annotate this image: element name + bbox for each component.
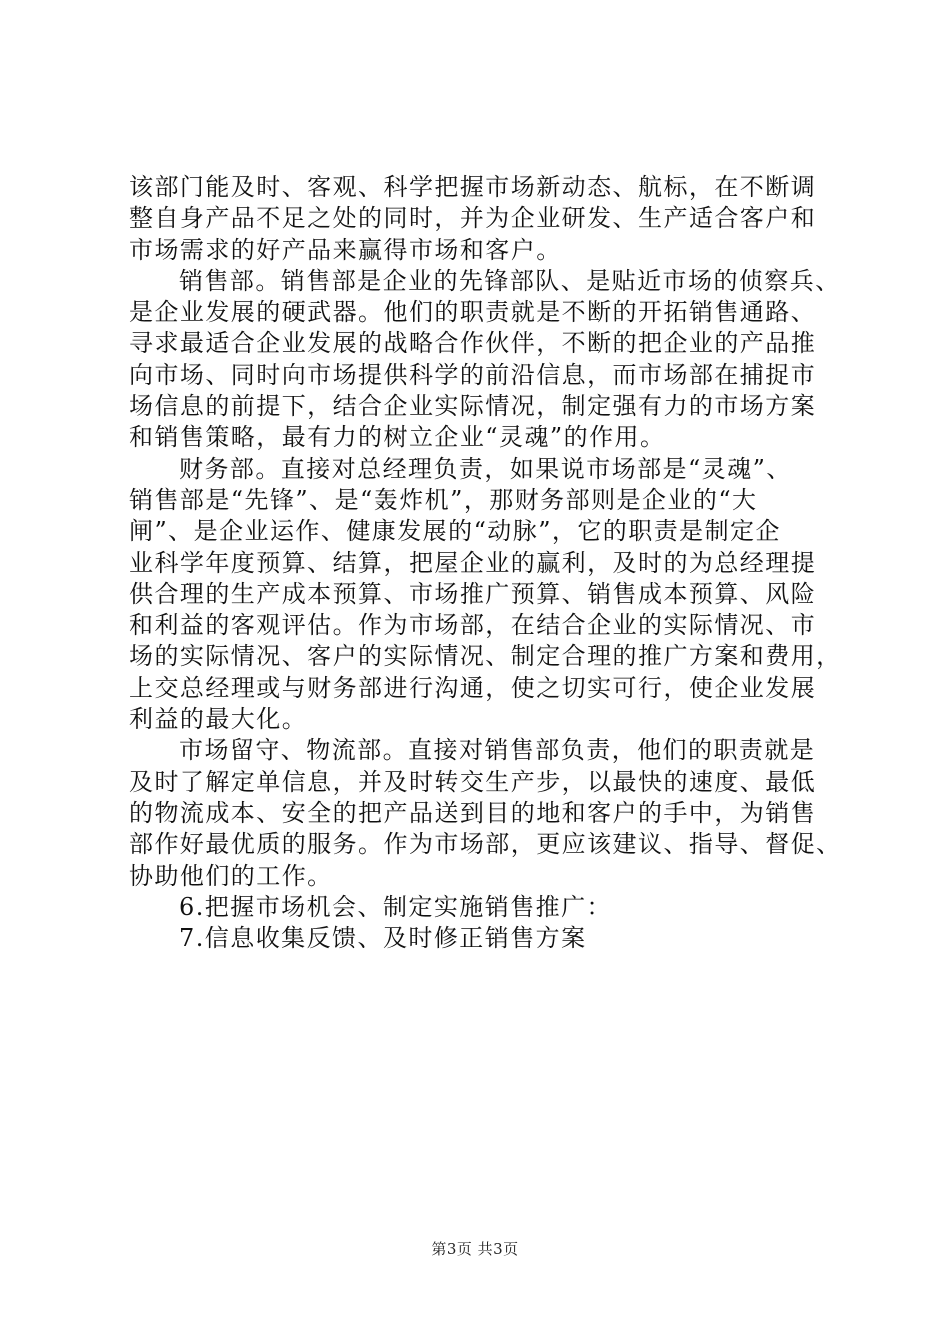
text-line: 市场留守、物流部。直接对销售部负责，他们的职责就是	[179, 736, 816, 765]
text-line: 部作好最优质的服务。作为市场部，更应该建议、指导、督促、	[129, 830, 842, 859]
paragraph-logistics-dept	[129, 735, 844, 891]
list-item-7: 7.信息收集反馈、及时修正销售方案	[179, 924, 587, 953]
text-line: 寻求最适合企业发展的战略合作伙伴，不断的把企业的产品推	[129, 329, 817, 358]
paragraph-market-dept-continued	[129, 172, 844, 266]
text-line: 销售部是“先锋”、是“轰炸机”，那财务部则是企业的“大	[129, 485, 758, 514]
text-line: 该部门能及时、客观、科学把握市场新动态、航标，在不断调	[129, 173, 817, 201]
text-line: 供合理的生产成本预算、市场推广预算、销售成本预算、风险	[129, 579, 817, 608]
text-line: 协助他们的工作。	[129, 861, 333, 890]
text-line: 的物流成本、安全的把产品送到目的地和客户的手中，为销售	[129, 798, 817, 827]
text-line: 场信息的前提下，结合企业实际情况，制定强有力的市场方案	[129, 392, 817, 421]
text-line: 上交总经理或与财务部进行沟通，使之切实可行，使企业发展	[129, 673, 817, 702]
page-number-label: 第3页 共3页	[431, 1240, 519, 1258]
text-line: 业科学年度预算、结算，把屋企业的赢利，及时的为总经理提	[129, 548, 817, 577]
page-footer	[0, 1238, 950, 1259]
text-line: 财务部。直接对总经理负责，如果说市场部是“灵魂”、	[179, 454, 792, 483]
text-line: 销售部。销售部是企业的先锋部队、是贴近市场的侦察兵、	[179, 266, 841, 295]
paragraph-sales-dept	[129, 266, 844, 454]
text-line: 是企业发展的硬武器。他们的职责就是不断的开拓销售通路、	[129, 298, 817, 327]
text-line: 市场需求的好产品来赢得市场和客户。	[129, 235, 562, 264]
paragraph-finance-dept	[129, 454, 844, 736]
text-line: 和利益的客观评估。作为市场部，在结合企业的实际情况、市	[129, 611, 817, 640]
text-line: 向市场、同时向市场提供科学的前沿信息，而市场部在捕捉市	[129, 360, 817, 389]
text-line: 及时了解定单信息，并及时转交生产步，以最快的速度、最低	[129, 767, 817, 796]
text-line: 整自身产品不足之处的同时，并为企业研发、生产适合客户和	[129, 204, 817, 233]
text-line: 闸”、是企业运作、健康发展的“动脉”，它的职责是制定企	[129, 517, 781, 546]
text-line: 场的实际情况、客户的实际情况、制定合理的推广方案和费用，	[129, 642, 842, 671]
text-line: 和销售策略，最有力的树立企业“灵魂”的作用。	[129, 423, 666, 452]
list-item-6: 6.把握市场机会、制定实施销售推广：	[179, 892, 612, 921]
document-body	[129, 172, 844, 954]
text-line: 利益的最大化。	[129, 705, 308, 734]
